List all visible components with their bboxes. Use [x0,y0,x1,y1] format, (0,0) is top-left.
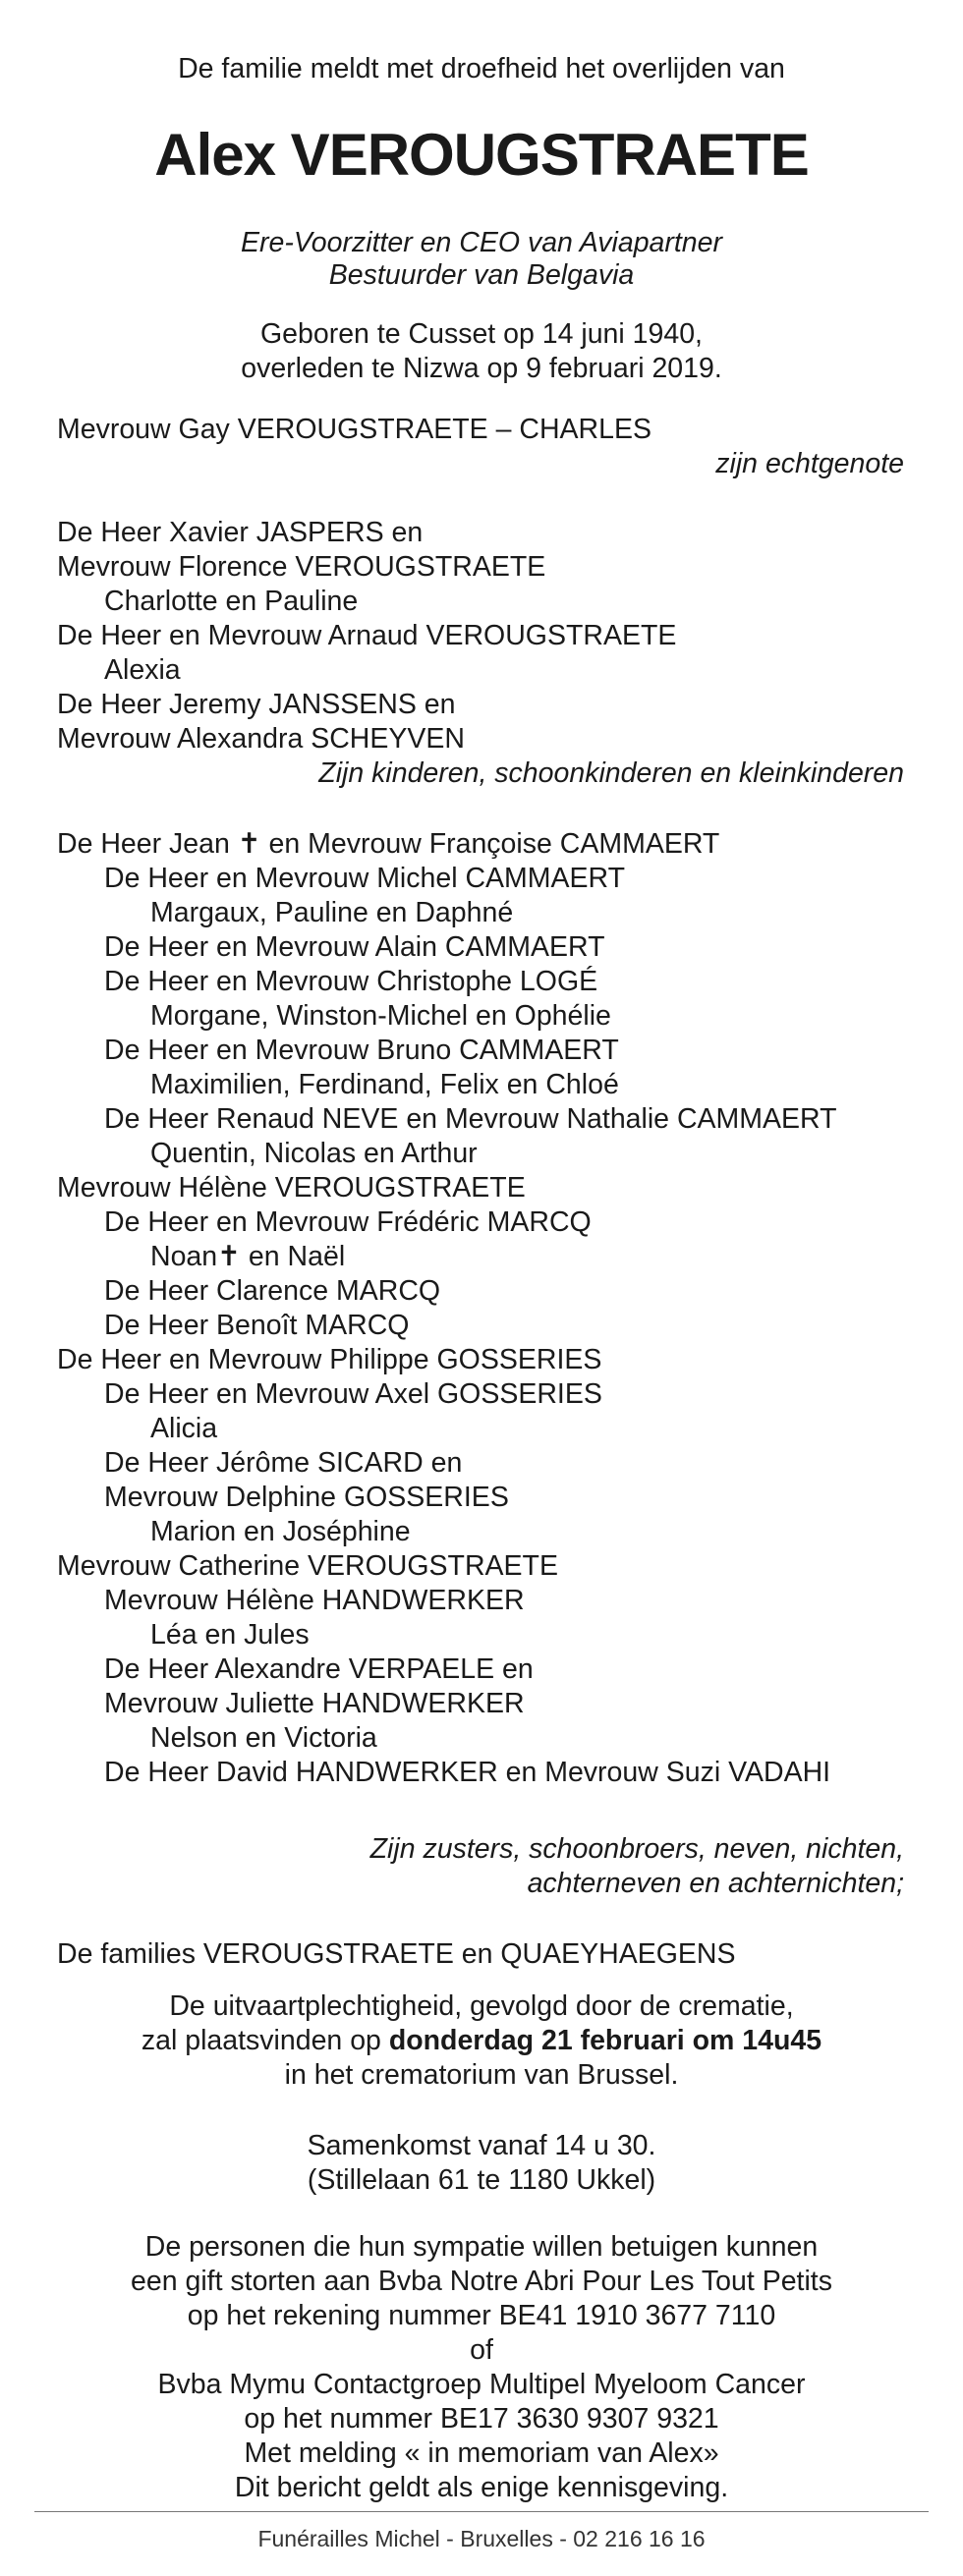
ceremony-line [0,2024,963,2058]
donation-line: Dit bericht geldt als enige kennisgeving. [234,2472,729,2503]
intro-text: De familie meldt met droefheid het overlijden van [178,53,785,84]
deceased-name: Alex VEROUGSTRAETE [154,122,809,188]
family-member: De Heer Jeremy JANSSENS en [57,689,456,720]
family-member: Margaux, Pauline en Daphné [150,897,514,928]
family-member: De Heer Alexandre VERPAELE en [104,1653,534,1685]
family-member: Mevrouw Hélène HANDWERKER [104,1585,525,1616]
family-member: Mevrouw Hélène VEROUGSTRAETE [57,1172,526,1204]
family-member: Maximilien, Ferdinand, Felix en Chloé [150,1069,619,1100]
family-member: Morgane, Winston-Michel en Ophélie [150,1000,611,1032]
family-member: De Heer en Mevrouw Christophe LOGÉ [104,966,598,997]
family-member: De Heer Xavier JASPERS en [57,517,424,548]
ceremony-line: De uitvaartplechtigheid, gevolgd door de crematie, [169,1990,794,2022]
family-member: Mevrouw Delphine GOSSERIES [104,1482,509,1513]
donation-line: of [470,2334,493,2366]
ceremony-prefix: zal plaatsvinden op [141,2025,389,2056]
donation-line: Bvba Mymu Contactgroep Multipel Myeloom Cancer [157,2369,806,2400]
family-member: De Heer en Mevrouw Philippe GOSSERIES [57,1344,602,1375]
family-member: De Heer en Mevrouw Bruno CAMMAERT [104,1035,619,1066]
family-member: De Heer en Mevrouw Michel CAMMAERT [104,863,626,894]
family-member: De Heer en Mevrouw Alain CAMMAERT [104,931,605,963]
birth-date: Geboren te Cusset op 14 juni 1940, [260,318,703,350]
family-member: Quentin, Nicolas en Arthur [150,1138,478,1169]
family-member: Alicia [150,1413,218,1444]
family-member: Mevrouw Catherine VEROUGSTRAETE [57,1550,558,1582]
family-member: Mevrouw Alexandra SCHEYVEN [57,723,466,755]
gathering-line: Samenkomst vanaf 14 u 30. [307,2130,656,2161]
gathering-address: (Stillelaan 61 te 1180 Ukkel) [307,2164,656,2196]
family-member: Alexia [104,654,181,686]
family-member: Noan✝ en Naël [150,1241,346,1272]
family-member: Mevrouw Florence VEROUGSTRAETE [57,551,546,583]
family-member: Léa en Jules [150,1619,310,1651]
family-member: De Heer David HANDWERKER en Mevrouw Suzi VADAHI [104,1757,831,1788]
family-member: De Heer Renaud NEVE en Mevrouw Nathalie CAMMAERT [104,1103,837,1135]
donation-line: een gift storten aan Bvba Notre Abri Pour Les Tout Petits [131,2266,832,2297]
spouse-name: Mevrouw Gay VEROUGSTRAETE – CHARLES [57,414,651,445]
donation-line: op het nummer BE17 3630 9307 9321 [244,2403,719,2435]
donation-line: op het rekening nummer BE41 1910 3677 7110 [187,2300,776,2331]
families-line: De families VEROUGSTRAETE en QUAEYHAEGENS [57,1938,736,1970]
family-member: De Heer en Mevrouw Arnaud VEROUGSTRAETE [57,620,677,651]
family-member: De Heer Clarence MARCQ [104,1275,441,1307]
family-member: De Heer Jean ✝ en Mevrouw Françoise CAMMAERT [57,828,720,860]
title-line: Bestuurder van Belgavia [328,259,635,291]
donation-line: De personen die hun sympatie willen betuigen kunnen [144,2231,819,2263]
children-role: Zijn kinderen, schoonkinderen en kleinkinderen [318,757,904,789]
family-member: Nelson en Victoria [150,1722,377,1754]
family-member: De Heer en Mevrouw Axel GOSSERIES [104,1378,602,1410]
family-member: De Heer Jérôme SICARD en [104,1447,463,1479]
family-member: Mevrouw Juliette HANDWERKER [104,1688,525,1719]
family-member: De Heer Benoît MARCQ [104,1310,410,1341]
title-line: Ere-Voorzitter en CEO van Aviapartner [241,227,722,258]
family-member: De Heer en Mevrouw Frédéric MARCQ [104,1206,592,1238]
siblings-role: achterneven en achternichten; [527,1868,904,1899]
footer-divider [34,2511,929,2512]
death-date: overleden te Nizwa op 9 februari 2019. [241,353,722,384]
family-member: Marion en Joséphine [150,1516,411,1547]
siblings-role: Zijn zusters, schoonbroers, neven, nichten, [369,1833,904,1865]
ceremony-datetime: donderdag 21 februari om 14u45 [388,2025,822,2056]
donation-line: Met melding « in memoriam van Alex» [244,2437,719,2469]
funeral-home-footer: Funérailles Michel - Bruxelles - 02 216 16 16 [257,2526,706,2551]
spouse-role: zijn echtgenote [715,448,904,479]
family-member: Charlotte en Pauline [104,586,359,617]
ceremony-line: in het crematorium van Brussel. [284,2059,679,2091]
